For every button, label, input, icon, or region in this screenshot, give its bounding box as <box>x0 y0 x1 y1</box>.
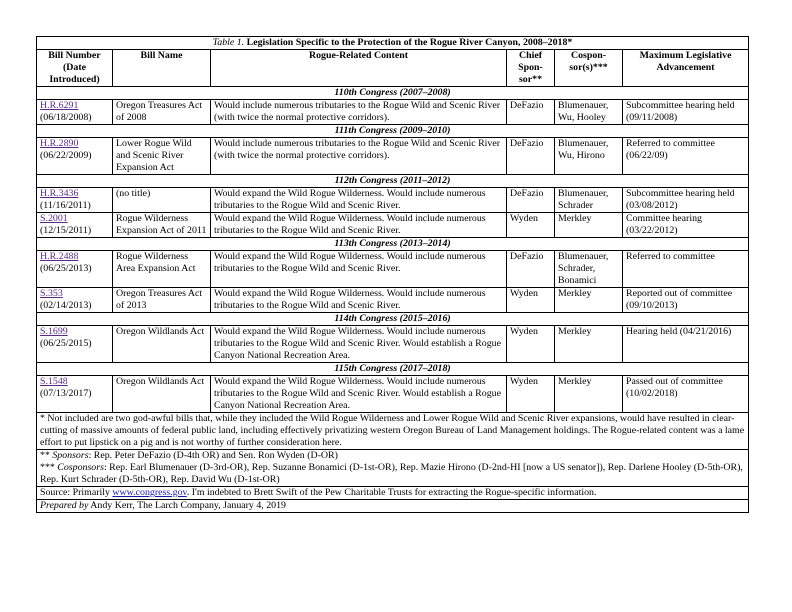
chief-sponsor-cell: Wyden <box>507 288 555 313</box>
bill-name-cell: Oregon Treasures Act of 2008 <box>113 100 211 125</box>
header-bill-name: Bill Name <box>113 50 211 87</box>
max-advancement-cell: Subcommittee hearing held (03/08/2012) <box>623 188 749 213</box>
bill-row <box>37 326 749 363</box>
congress-row <box>37 313 749 326</box>
max-advancement-cell: Committee hearing (03/22/2012) <box>623 213 749 238</box>
bill-date: (07/13/2017) <box>40 388 92 399</box>
congress-row <box>37 125 749 138</box>
bill-row <box>37 188 749 213</box>
max-advancement-cell: Hearing held (04/21/2016) <box>623 326 749 363</box>
max-advancement-cell: Subcommittee hearing held (09/11/2008) <box>623 100 749 125</box>
bill-date: (11/16/2011) <box>40 200 91 211</box>
content-cell: Would expand the Wild Rogue Wilderness. Would include numerous tributaries to the Rogue Wild and Scenic River. Would establish a Rogue Canyon National Recreation Area. <box>211 376 507 413</box>
bill-date: (06/18/2008) <box>40 112 92 123</box>
chief-sponsor-cell: DeFazio <box>507 188 555 213</box>
congress-row <box>37 363 749 376</box>
bill-link[interactable]: S.1548 <box>40 376 68 387</box>
cosponsors-cell: Merkley <box>555 213 623 238</box>
content-cell: Would expand the Wild Rogue Wilderness. Would include numerous tributaries to the Rogue Wild and Scenic River. <box>211 188 507 213</box>
header-max-advancement: Maximum Legislative Advancement <box>623 50 749 87</box>
cosponsors-cell: Merkley <box>555 326 623 363</box>
bill-date: (12/15/2011) <box>40 225 92 236</box>
header-chief-sponsor: Chief Spon- sor** <box>507 50 555 87</box>
bill-number-cell <box>37 138 113 175</box>
table-caption: Table 1. Legislation Specific to the Protection of the Rogue River Canyon, 2008–2018* <box>37 37 749 50</box>
content-cell: Would include numerous tributaries to the Rogue Wild and Scenic River (with twice the normal protective corridors). <box>211 100 507 125</box>
prepared-by: Prepared by Andy Kerr, The Larch Company, January 4, 2019 <box>37 500 749 513</box>
bill-number-cell <box>37 188 113 213</box>
bill-number-cell <box>37 326 113 363</box>
content-cell: Would expand the Wild Rogue Wilderness. Would include numerous tributaries to the Rogue Wild and Scenic River. <box>211 288 507 313</box>
congress-heading: 112th Congress (2011–2012) <box>37 175 749 188</box>
content-cell: Would expand the Wild Rogue Wilderness. Would include numerous tributaries to the Rogue Wild and Scenic River. Would establish a Rogue Canyon National Recreation Area. <box>211 326 507 363</box>
max-advancement-cell: Reported out of committee (09/10/2013) <box>623 288 749 313</box>
bill-row <box>37 376 749 413</box>
cosponsors-cell: Blumenauer, Schrader, Bonamici <box>555 251 623 288</box>
bill-name-cell: Lower Rogue Wild and Scenic River Expansion Act <box>113 138 211 175</box>
bill-link[interactable]: H.R.6291 <box>40 100 79 111</box>
header-content: Rogue-Related Content <box>211 50 507 87</box>
bill-link[interactable]: S.1699 <box>40 326 68 337</box>
cosponsors-cell: Blumenauer, Wu, Hirono <box>555 138 623 175</box>
max-advancement-cell: Passed out of committee (10/02/2018) <box>623 376 749 413</box>
bill-date: (06/22/2009) <box>40 150 92 161</box>
congress-gov-link[interactable]: www.congress.gov <box>112 487 187 498</box>
cosponsors-cell: Merkley <box>555 376 623 413</box>
bill-name-cell: Oregon Wildlands Act <box>113 376 211 413</box>
bill-row <box>37 288 749 313</box>
header-bill-number: Bill Number (Date Introduced) <box>37 50 113 87</box>
bill-date: (06/25/2015) <box>40 338 92 349</box>
congress-heading: 111th Congress (2009–2010) <box>37 125 749 138</box>
max-advancement-cell: Referred to committee (06/22/09) <box>623 138 749 175</box>
bill-row <box>37 100 749 125</box>
content-cell: Would include numerous tributaries to the Rogue Wild and Scenic River (with twice the normal protective corridors). <box>211 138 507 175</box>
bill-row <box>37 138 749 175</box>
congress-heading: 115th Congress (2017–2018) <box>37 363 749 376</box>
footnote-sponsors: ** Sponsors: Rep. Peter DeFazio (D-4th OR) and Sen. Ron Wyden (D-OR) *** Cosponsors: Rep. Earl Blumenauer (D-3rd-OR), Rep. Suzanne Bonamici (D-1st-OR), Rep. Mazie Hirono (D-2nd-HI [now a US senator]), Rep. Darlene Hooley (D-5th-OR), Rep. Kurt Schrader (D-5th-OR), Rep. David Wu (D-1st-OR) <box>37 450 749 487</box>
bill-row <box>37 213 749 238</box>
cosponsors-cell: Merkley <box>555 288 623 313</box>
bill-name-cell: Oregon Wildlands Act <box>113 326 211 363</box>
bill-date: (02/14/2013) <box>40 300 92 311</box>
bill-number-cell <box>37 251 113 288</box>
content-cell: Would expand the Wild Rogue Wilderness. Would include numerous tributaries to the Rogue Wild and Scenic River. <box>211 213 507 238</box>
bill-link[interactable]: H.R.2890 <box>40 138 79 149</box>
cosponsors-cell: Blumenauer, Wu, Hooley <box>555 100 623 125</box>
chief-sponsor-cell: Wyden <box>507 376 555 413</box>
header-row <box>37 50 749 87</box>
legislation-table <box>36 36 749 513</box>
bill-number-cell <box>37 213 113 238</box>
chief-sponsor-cell: DeFazio <box>507 100 555 125</box>
congress-row <box>37 175 749 188</box>
congress-row <box>37 238 749 251</box>
chief-sponsor-cell: DeFazio <box>507 251 555 288</box>
chief-sponsor-cell: Wyden <box>507 213 555 238</box>
bill-name-cell: Rogue Wilderness Expansion Act of 2011 <box>113 213 211 238</box>
chief-sponsor-cell: DeFazio <box>507 138 555 175</box>
max-advancement-cell: Referred to committee <box>623 251 749 288</box>
chief-sponsor-cell: Wyden <box>507 326 555 363</box>
bill-name-cell: Rogue Wilderness Area Expansion Act <box>113 251 211 288</box>
bill-link[interactable]: H.R.3436 <box>40 188 79 199</box>
bill-date: (06/25/2013) <box>40 263 92 274</box>
bill-number-cell <box>37 376 113 413</box>
bill-number-cell <box>37 288 113 313</box>
source-note: Source: Primarily www.congress.gov. I'm indebted to Brett Swift of the Pew Charitable Trusts for extracting the Rogue-specific information. <box>37 487 749 500</box>
bill-row <box>37 251 749 288</box>
cosponsors-cell: Blumenauer, Schrader <box>555 188 623 213</box>
bill-number-cell <box>37 100 113 125</box>
content-cell: Would expand the Wild Rogue Wilderness. Would include numerous tributaries to the Rogue Wild and Scenic River. <box>211 251 507 288</box>
congress-row <box>37 87 749 100</box>
bill-link[interactable]: H.R.2488 <box>40 251 79 262</box>
bill-link[interactable]: S.353 <box>40 288 63 299</box>
footnote-exclusions: * Not included are two god-awful bills that, while they included the Wild Rogue Wilderness and Lower Rogue Wild and Scenic River expansions, would have resulted in clear-cutting of massive amounts of federal public land, including effectively privatizing western Oregon Bureau of Land Management holdings. The Rogue-related content was a lame effort to put lipstick on a pig and is not worthy of further consideration here. <box>37 413 749 450</box>
congress-heading: 113th Congress (2013–2014) <box>37 238 749 251</box>
congress-heading: 110th Congress (2007–2008) <box>37 87 749 100</box>
bill-name-cell: Oregon Treasures Act of 2013 <box>113 288 211 313</box>
congress-heading: 114th Congress (2015–2016) <box>37 313 749 326</box>
bill-name-cell: (no title) <box>113 188 211 213</box>
header-cosponsors: Cospon- sor(s)*** <box>555 50 623 87</box>
bill-link[interactable]: S.2001 <box>40 213 68 224</box>
